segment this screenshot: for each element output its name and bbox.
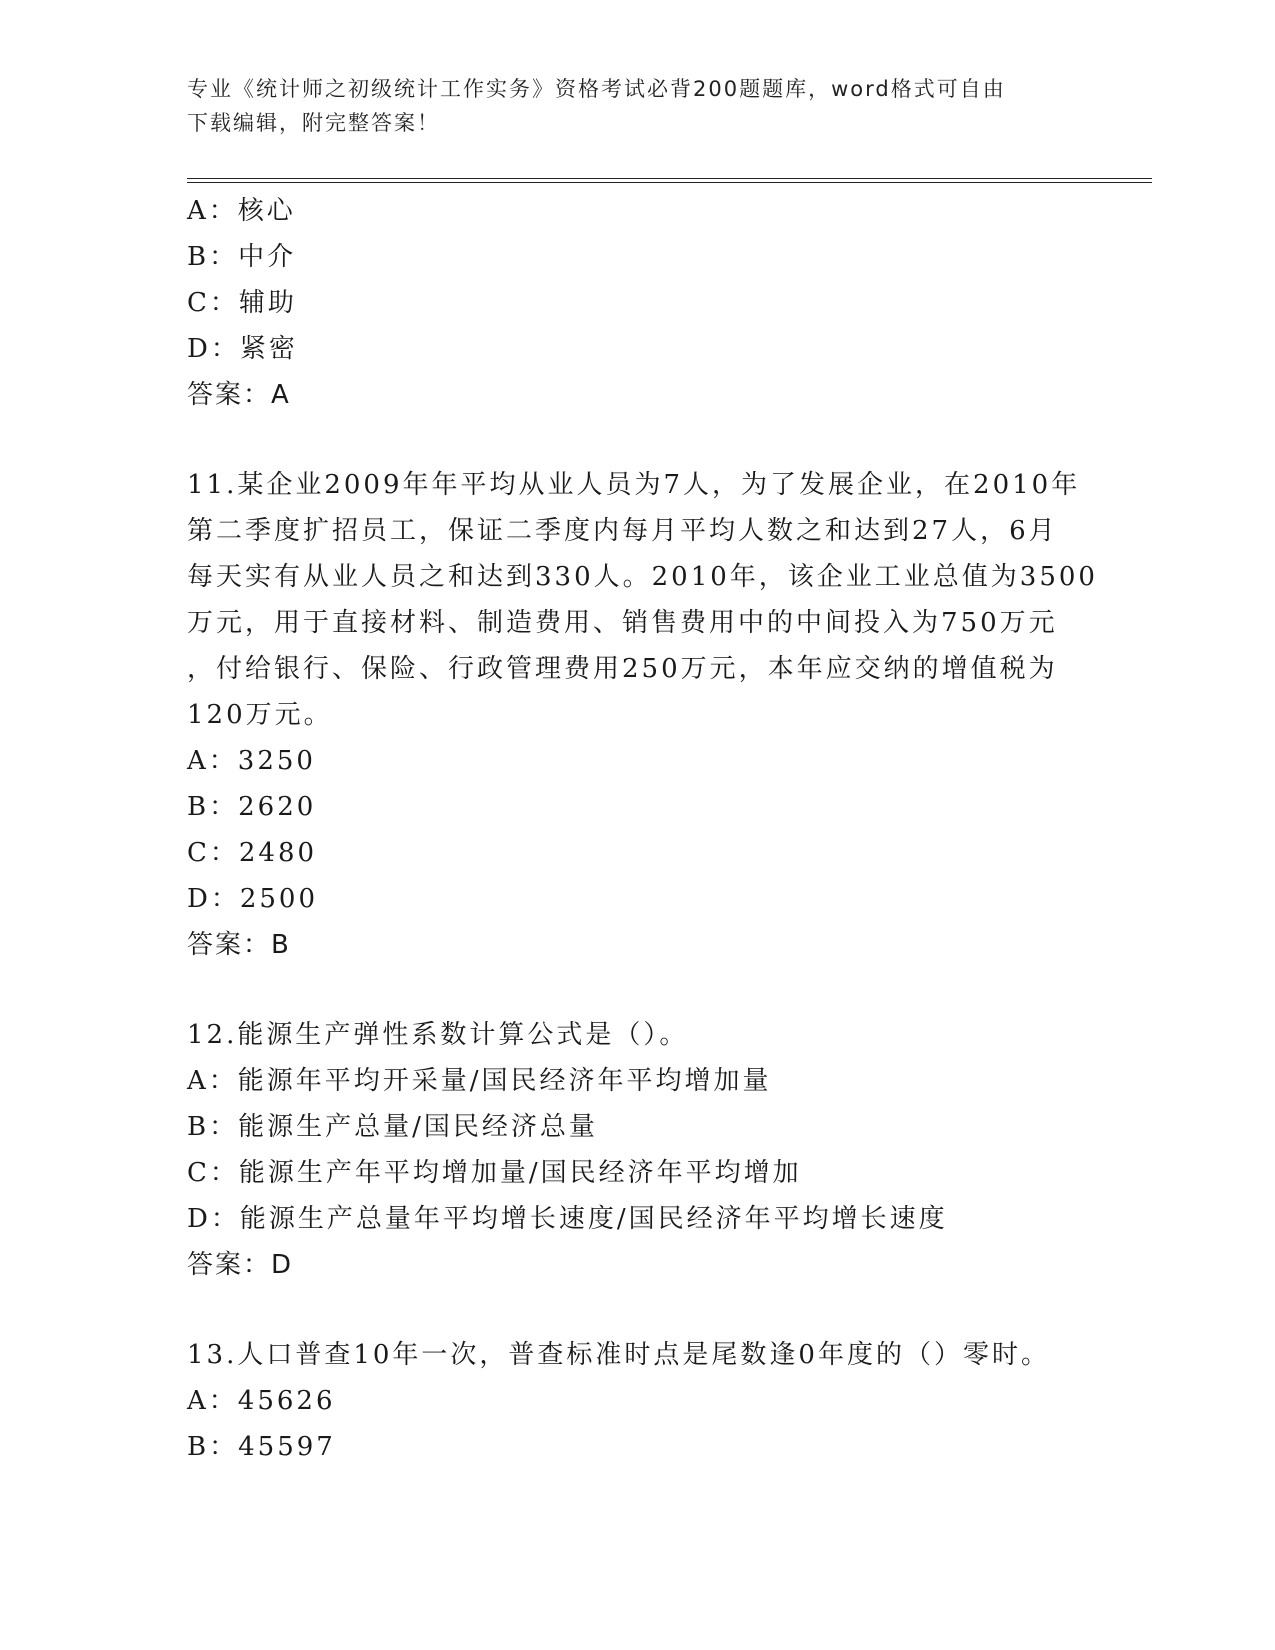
spacer bbox=[187, 418, 1087, 462]
option-b: B：2620 bbox=[187, 792, 317, 822]
question-stem-line: 11.某企业2009年年平均从业人员为7人，为了发展企业，在2010年 bbox=[187, 470, 1081, 500]
option-a: A：3250 bbox=[187, 746, 316, 776]
option-c: C：辅助 bbox=[187, 288, 297, 318]
question-stem-line: 万元，用于直接材料、制造费用、销售费用中的中间投入为750万元 bbox=[187, 608, 1058, 638]
option-c: C：能源生产年平均增加量/国民经济年平均增加 bbox=[187, 1158, 802, 1188]
option-a: A：45626 bbox=[187, 1386, 336, 1416]
question-stem-line: 120万元。 bbox=[187, 700, 333, 730]
option-c: C：2480 bbox=[187, 838, 318, 868]
spacer bbox=[187, 1288, 1087, 1332]
question-stem-line: 13.人口普查10年一次，普查标准时点是尾数逢0年度的（）零时。 bbox=[187, 1340, 1050, 1370]
option-b: B：中介 bbox=[187, 242, 297, 272]
header-line-1: 专业《统计师之初级统计工作实务》资格考试必背200题题库，word格式可自由 bbox=[187, 77, 1006, 101]
question-stem-line: ，付给银行、保险、行政管理费用250万元，本年应交纳的增值税为 bbox=[187, 654, 1058, 684]
answer-line: 答案：A bbox=[187, 380, 291, 410]
question-content bbox=[187, 188, 1098, 1470]
answer-line: 答案：B bbox=[187, 930, 291, 960]
option-a: A：核心 bbox=[187, 196, 296, 226]
spacer bbox=[187, 968, 1087, 1012]
option-d: D：紧密 bbox=[187, 334, 298, 364]
header-line-2: 下载编辑，附完整答案！ bbox=[187, 111, 440, 135]
option-d: D：2500 bbox=[187, 884, 319, 914]
question-stem-line: 第二季度扩招员工，保证二季度内每月平均人数之和达到27人，6月 bbox=[187, 516, 1058, 546]
document-header bbox=[187, 72, 1087, 140]
question-13 bbox=[187, 1332, 1087, 1470]
question-stem-line: 12.能源生产弹性系数计算公式是（）。 bbox=[187, 1020, 689, 1050]
question-stem-line: 每天实有从业人员之和达到330人。2010年，该企业工业总值为3500 bbox=[187, 562, 1098, 592]
question-11 bbox=[187, 462, 1098, 968]
header-divider-bottom bbox=[187, 182, 1152, 183]
option-b: B：能源生产总量/国民经济总量 bbox=[187, 1112, 598, 1142]
question-10 bbox=[187, 188, 1087, 418]
question-12 bbox=[187, 1012, 1087, 1288]
option-a: A：能源年平均开采量/国民经济年平均增加量 bbox=[187, 1066, 772, 1096]
option-b: B：45597 bbox=[187, 1432, 336, 1462]
answer-line: 答案：D bbox=[187, 1250, 294, 1280]
header-divider-top bbox=[187, 178, 1152, 179]
option-d: D：能源生产总量年平均增长速度/国民经济年平均增长速度 bbox=[187, 1204, 948, 1234]
